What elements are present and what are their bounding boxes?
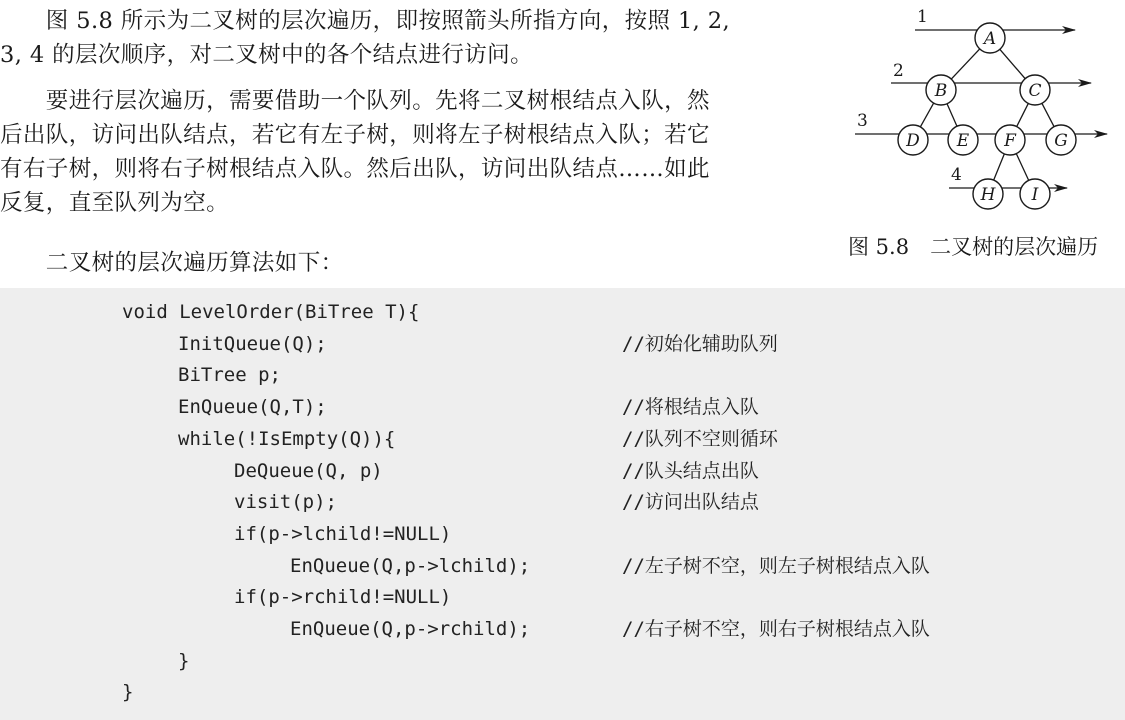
level-label: 3 xyxy=(857,111,868,131)
level-label: 1 xyxy=(917,7,928,27)
paragraph-2-line: 反复，直至队列为空。 xyxy=(0,190,230,216)
code-line: InitQueue(Q); xyxy=(178,332,327,355)
code-line: if(p->rchild!=NULL) xyxy=(234,586,452,609)
level-label: 2 xyxy=(893,61,904,81)
code-line: while(!IsEmpty(Q)){ xyxy=(178,427,396,450)
binary-tree-diagram xyxy=(845,0,1125,225)
figure-caption: 图 5.8 二叉树的层次遍历 xyxy=(848,235,1099,259)
code-line: DeQueue(Q, p) xyxy=(234,459,383,482)
code-line: EnQueue(Q,p->rchild); xyxy=(290,618,531,640)
code-line: visit(p); xyxy=(234,491,337,514)
code-line: } xyxy=(178,649,190,672)
tree-node-label: G xyxy=(1054,131,1068,151)
tree-edge xyxy=(947,104,957,127)
tree-node-label: F xyxy=(1004,131,1016,151)
code-line: BiTree p; xyxy=(178,364,281,387)
paragraph-2 xyxy=(0,84,840,220)
code-block xyxy=(0,288,1125,720)
tree-node-label: C xyxy=(1028,81,1042,101)
paragraph-2-line: 要进行层次遍历，需要借助一个队列。先将二叉树根结点入队，然 xyxy=(0,88,710,114)
tree-node-label: D xyxy=(906,131,920,151)
paragraph-2-line: 后出队，访问出队结点，若它有左子树，则将左子树根结点入队；若它 xyxy=(0,122,710,148)
paragraph-2-line: 有右子树，则将右子树根结点入队。然后出队，访问出队结点……如此 xyxy=(0,156,710,182)
tree-edge xyxy=(994,154,1005,180)
code-line: EnQueue(Q,T); xyxy=(178,396,327,419)
code-comment: //右子树不空，则右子树根结点入队 xyxy=(622,618,930,640)
tree-edge xyxy=(920,103,933,127)
binary-tree-figure xyxy=(845,0,1125,225)
tree-edge xyxy=(1016,154,1028,181)
code-comment: //初始化辅助队列 xyxy=(622,332,778,355)
tree-node-label: A xyxy=(983,29,997,49)
tree-node-label: B xyxy=(934,81,948,101)
paragraph-3: 二叉树的层次遍历算法如下： xyxy=(0,250,344,276)
paragraph-1 xyxy=(0,4,840,72)
paragraph-1-line: 图 5.8 所示为二叉树的层次遍历，即按照箭头所指方向，按照 1, 2, xyxy=(0,8,731,34)
paragraph-1-line: 3, 4 的层次顺序，对二叉树中的各个结点进行访问。 xyxy=(0,42,533,68)
code-comment: //队头结点出队 xyxy=(622,459,759,482)
code-comment: //队列不空则循环 xyxy=(622,427,778,450)
level-label: 4 xyxy=(951,165,962,185)
tree-node-label: I xyxy=(1031,185,1039,205)
tree-node-label: H xyxy=(980,185,996,205)
tree-edge xyxy=(1000,49,1025,78)
code-line: } xyxy=(122,681,134,704)
tree-node-label: E xyxy=(956,131,970,151)
code-line: void LevelOrder(BiTree T){ xyxy=(122,301,420,323)
code-comment: //将根结点入队 xyxy=(622,396,759,419)
code-comment: //左子树不空，则左子树根结点入队 xyxy=(622,554,930,577)
tree-edge xyxy=(1042,103,1054,126)
code-line: if(p->lchild!=NULL) xyxy=(234,522,452,545)
tree-edge xyxy=(951,49,979,79)
code-comment: //访问出队结点 xyxy=(622,491,759,514)
code-line: EnQueue(Q,p->lchild); xyxy=(290,554,531,577)
tree-edge xyxy=(1017,103,1029,126)
